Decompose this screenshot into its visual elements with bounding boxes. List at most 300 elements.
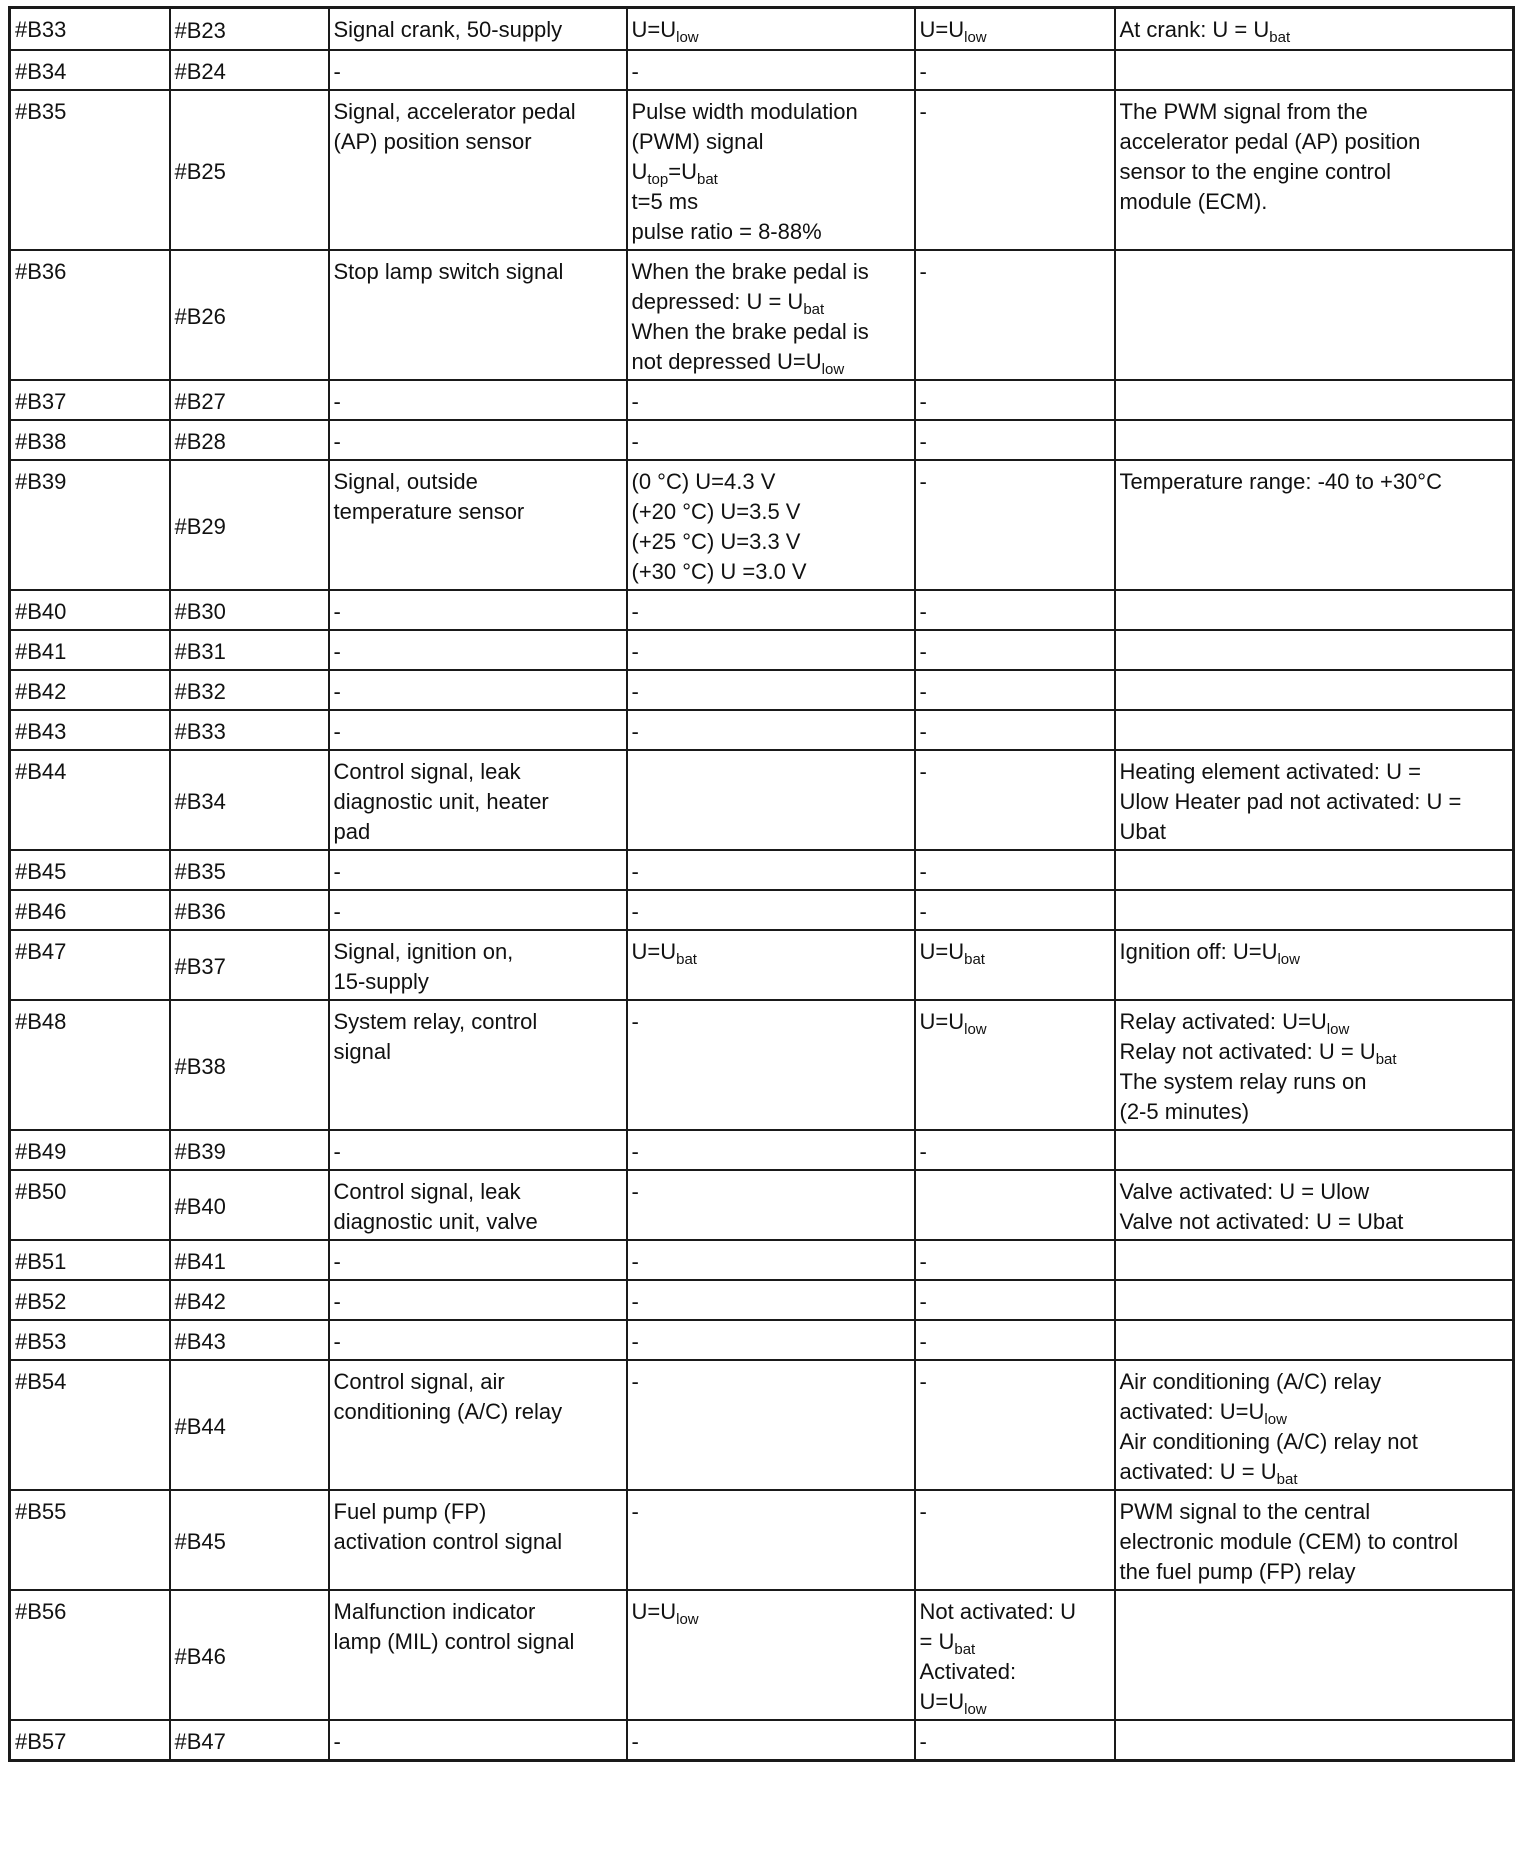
- subscript: low: [676, 1610, 699, 1628]
- cell-line: -: [919, 898, 927, 924]
- pin-cell: #B49: [10, 1130, 170, 1170]
- subscript: bat: [1276, 1470, 1298, 1488]
- value-cell-2: [915, 380, 1115, 420]
- value-cell-1: [627, 850, 915, 890]
- value-cell-1: [627, 1360, 915, 1490]
- comment-cell: [1115, 850, 1514, 890]
- text-segment: Ignition off: U=U: [1119, 938, 1278, 964]
- cell-line: temperature sensor: [333, 498, 525, 524]
- cell-line: (AP) position sensor: [333, 128, 532, 154]
- cell-line: [1120, 1007, 1507, 1037]
- cell-line: -: [333, 678, 341, 704]
- value-cell-2: [915, 1320, 1115, 1360]
- cell-line: -: [631, 1498, 639, 1524]
- cell-line: [920, 15, 1108, 45]
- cell-line: -: [919, 1138, 927, 1164]
- comment-cell: [1115, 1130, 1514, 1170]
- value-cell-1: [627, 420, 915, 460]
- table-row: [10, 670, 1514, 710]
- pin-cell: #B51: [10, 1240, 170, 1280]
- alt-pin-cell: #B33: [170, 710, 329, 750]
- alt-pin-cell: #B36: [170, 890, 329, 930]
- description-cell: [329, 1490, 627, 1590]
- pin-cell: #B39: [10, 460, 170, 590]
- table-row: [10, 1360, 1514, 1490]
- cell-line: -: [333, 1138, 341, 1164]
- pin-cell: #B43: [10, 710, 170, 750]
- text-segment: activated: U = U: [1119, 1458, 1277, 1484]
- pin-cell: #B57: [10, 1720, 170, 1761]
- cell-line: -: [333, 428, 341, 454]
- value-cell-2: [915, 1240, 1115, 1280]
- table-row: [10, 50, 1514, 90]
- cell-line: (+25 °C) U=3.3 V: [631, 528, 801, 554]
- cell-line: [1120, 1457, 1507, 1487]
- value-cell-2: [915, 8, 1115, 50]
- cell-line: Control signal, leak: [333, 758, 521, 784]
- comment-cell: [1115, 1320, 1514, 1360]
- description-cell: [329, 1000, 627, 1130]
- subscript: low: [676, 29, 699, 46]
- alt-pin-cell: #B44: [170, 1360, 329, 1490]
- alt-pin-cell: #B27: [170, 380, 329, 420]
- value-cell-2: [915, 850, 1115, 890]
- description-cell: [329, 1720, 627, 1761]
- value-cell-1: [627, 590, 915, 630]
- value-cell-2: [915, 750, 1115, 850]
- value-cell-2: [915, 590, 1115, 630]
- text-segment: U=U: [919, 1688, 965, 1714]
- value-cell-2: [915, 1280, 1115, 1320]
- cell-line: Air conditioning (A/C) relay: [1119, 1368, 1382, 1394]
- alt-pin-cell: #B24: [170, 50, 329, 90]
- table-row: [10, 460, 1514, 590]
- table-row: [10, 710, 1514, 750]
- description-cell: [329, 1240, 627, 1280]
- pin-cell: #B46: [10, 890, 170, 930]
- text-segment: U=U: [631, 938, 677, 964]
- description-cell: [329, 460, 627, 590]
- pin-cell: #B52: [10, 1280, 170, 1320]
- cell-line: Pulse width modulation: [631, 98, 858, 124]
- cell-line: -: [333, 898, 341, 924]
- value-cell-2: [915, 90, 1115, 250]
- alt-pin-cell: #B34: [170, 750, 329, 850]
- cell-line: -: [631, 1288, 639, 1314]
- value-cell-1: [627, 1320, 915, 1360]
- cell-line: electronic module (CEM) to control: [1119, 1528, 1459, 1554]
- cell-line: [920, 1007, 1108, 1037]
- subscript: top: [647, 170, 669, 188]
- value-cell-1: [627, 1590, 915, 1720]
- alt-pin-cell: #B35: [170, 850, 329, 890]
- text-segment: depressed: U = U: [631, 288, 804, 314]
- cell-line: Malfunction indicator: [333, 1598, 536, 1624]
- value-cell-1: [627, 250, 915, 380]
- table-row: [10, 250, 1514, 380]
- table-row: [10, 890, 1514, 930]
- description-cell: [329, 1170, 627, 1240]
- alt-pin-cell: #B47: [170, 1720, 329, 1761]
- cell-line: -: [631, 58, 639, 84]
- description-cell: [329, 710, 627, 750]
- value-cell-2: [915, 1000, 1115, 1130]
- cell-line: -: [333, 598, 341, 624]
- table-row: [10, 850, 1514, 890]
- table-row: [10, 930, 1514, 1000]
- subscript: low: [964, 29, 987, 46]
- comment-cell: [1115, 8, 1514, 50]
- pin-cell: #B54: [10, 1360, 170, 1490]
- cell-line: -: [919, 58, 927, 84]
- subscript: bat: [697, 170, 718, 188]
- cell-line: -: [631, 1248, 639, 1274]
- pin-cell: #B36: [10, 250, 170, 380]
- cell-line: [632, 15, 908, 45]
- text-segment: U=U: [919, 17, 965, 42]
- cell-line: PWM signal to the central: [1119, 1498, 1371, 1524]
- value-cell-1: [627, 1130, 915, 1170]
- cell-line: module (ECM).: [1119, 188, 1268, 214]
- cell-line: (0 °C) U=4.3 V: [631, 468, 776, 494]
- alt-pin-cell: #B23: [170, 8, 329, 50]
- cell-line: -: [333, 638, 341, 664]
- text-segment: Relay not activated: U = U: [1119, 1038, 1376, 1064]
- cell-line: signal: [333, 1038, 391, 1064]
- comment-cell: [1115, 380, 1514, 420]
- description-cell: [329, 670, 627, 710]
- alt-pin-cell: #B38: [170, 1000, 329, 1130]
- cell-line: -: [333, 1728, 341, 1754]
- cell-line: pulse ratio = 8-88%: [631, 218, 822, 244]
- text-segment: =U: [668, 158, 697, 184]
- cell-line: sensor to the engine control: [1119, 158, 1392, 184]
- subscript: low: [964, 1020, 987, 1038]
- cell-line: diagnostic unit, heater: [333, 788, 549, 814]
- cell-line: [1120, 1397, 1507, 1427]
- comment-cell: [1115, 90, 1514, 250]
- cell-line: -: [919, 1288, 927, 1314]
- cell-line: -: [631, 388, 639, 414]
- text-segment: activated: U=U: [1119, 1398, 1265, 1424]
- description-cell: [329, 250, 627, 380]
- cell-line: -: [631, 1008, 639, 1034]
- pin-cell: #B34: [10, 50, 170, 90]
- comment-cell: [1115, 930, 1514, 1000]
- description-cell: [329, 850, 627, 890]
- cell-line: Control signal, leak: [333, 1178, 521, 1204]
- table-row: [10, 1240, 1514, 1280]
- table-body: [10, 8, 1514, 1761]
- cell-line: Signal, outside: [333, 468, 478, 494]
- pin-cell: #B38: [10, 420, 170, 460]
- comment-cell: [1115, 630, 1514, 670]
- value-cell-1: [627, 670, 915, 710]
- cell-line: -: [631, 858, 639, 884]
- value-cell-1: [627, 1170, 915, 1240]
- subscript: bat: [676, 950, 697, 968]
- cell-line: When the brake pedal is: [631, 318, 869, 344]
- cell-line: -: [919, 388, 927, 414]
- cell-line: -: [919, 468, 927, 494]
- pin-cell: #B40: [10, 590, 170, 630]
- value-cell-1: [627, 710, 915, 750]
- comment-cell: [1115, 50, 1514, 90]
- cell-line: Valve not activated: U = Ubat: [1119, 1208, 1404, 1234]
- alt-pin-cell: #B26: [170, 250, 329, 380]
- cell-line: Activated:: [919, 1658, 1017, 1684]
- cell-line: [920, 1687, 1108, 1717]
- subscript: low: [1326, 1020, 1350, 1038]
- subscript: low: [964, 1700, 987, 1718]
- cell-line: Control signal, air: [333, 1368, 505, 1394]
- alt-pin-cell: #B28: [170, 420, 329, 460]
- comment-cell: [1115, 1720, 1514, 1761]
- cell-line: -: [919, 638, 927, 664]
- comment-cell: [1115, 670, 1514, 710]
- table-row: [10, 380, 1514, 420]
- cell-line: -: [919, 428, 927, 454]
- pin-cell: #B50: [10, 1170, 170, 1240]
- comment-cell: [1115, 1280, 1514, 1320]
- subscript: bat: [964, 950, 985, 968]
- pin-cell: #B55: [10, 1490, 170, 1590]
- subscript: low: [821, 360, 845, 378]
- cell-line: Ulow Heater pad not activated: U =: [1119, 788, 1462, 814]
- table-row: [10, 420, 1514, 460]
- cell-line: The PWM signal from the: [1119, 98, 1368, 124]
- description-cell: [329, 750, 627, 850]
- value-cell-2: [915, 250, 1115, 380]
- cell-line: (+20 °C) U=3.5 V: [631, 498, 801, 524]
- value-cell-1: [627, 890, 915, 930]
- table-row: [10, 1720, 1514, 1761]
- cell-line: The system relay runs on: [1119, 1068, 1367, 1094]
- table-row: [10, 590, 1514, 630]
- alt-pin-cell: #B43: [170, 1320, 329, 1360]
- pin-cell: #B53: [10, 1320, 170, 1360]
- subscript: bat: [1375, 1050, 1397, 1068]
- pin-cell: #B42: [10, 670, 170, 710]
- cell-line: -: [919, 1728, 927, 1754]
- pin-table: [8, 6, 1515, 1762]
- cell-line: Air conditioning (A/C) relay not: [1119, 1428, 1418, 1454]
- cell-line: -: [631, 638, 639, 664]
- pin-cell: #B44: [10, 750, 170, 850]
- cell-line: -: [919, 598, 927, 624]
- cell-line: -: [919, 98, 927, 124]
- cell-line: -: [631, 1138, 639, 1164]
- cell-line: -: [333, 858, 341, 884]
- cell-line: -: [333, 1328, 341, 1354]
- cell-line: Signal, accelerator pedal: [333, 98, 576, 124]
- comment-cell: [1115, 590, 1514, 630]
- cell-line: pad: [333, 818, 371, 844]
- value-cell-2: [915, 50, 1115, 90]
- description-cell: [329, 590, 627, 630]
- value-cell-1: [627, 1720, 915, 1761]
- cell-line: -: [631, 1368, 639, 1394]
- alt-pin-cell: #B45: [170, 1490, 329, 1590]
- value-cell-2: [915, 1720, 1115, 1761]
- value-cell-1: [627, 8, 915, 50]
- text-segment: U=U: [631, 1598, 677, 1624]
- description-cell: [329, 630, 627, 670]
- description-cell: [329, 90, 627, 250]
- cell-line: 15-supply: [333, 968, 429, 994]
- value-cell-2: [915, 460, 1115, 590]
- cell-line: [1120, 937, 1507, 967]
- description-cell: [329, 930, 627, 1000]
- value-cell-1: [627, 1490, 915, 1590]
- cell-line: Valve activated: U = Ulow: [1119, 1178, 1370, 1204]
- cell-line: -: [631, 1728, 639, 1754]
- alt-pin-cell: #B46: [170, 1590, 329, 1720]
- description-cell: [329, 1130, 627, 1170]
- value-cell-2: [915, 890, 1115, 930]
- table-row: [10, 8, 1514, 50]
- pin-cell: #B41: [10, 630, 170, 670]
- cell-line: [1120, 1037, 1507, 1067]
- alt-pin-cell: #B32: [170, 670, 329, 710]
- pin-cell: #B47: [10, 930, 170, 1000]
- pin-cell: #B35: [10, 90, 170, 250]
- subscript: bat: [954, 1640, 976, 1658]
- cell-line: accelerator pedal (AP) position: [1119, 128, 1421, 154]
- value-cell-1: [627, 1240, 915, 1280]
- cell-line: -: [333, 58, 341, 84]
- cell-line: [632, 1597, 908, 1627]
- description-cell: [329, 380, 627, 420]
- comment-cell: [1115, 420, 1514, 460]
- text-segment: U=U: [919, 938, 965, 964]
- comment-cell: [1115, 710, 1514, 750]
- cell-line: Signal crank, 50-supply: [333, 17, 563, 42]
- comment-cell: [1115, 250, 1514, 380]
- comment-cell: [1115, 1590, 1514, 1720]
- cell-line: [632, 937, 908, 967]
- value-cell-1: [627, 630, 915, 670]
- cell-line: -: [333, 1288, 341, 1314]
- cell-line: t=5 ms: [631, 188, 699, 214]
- table-row: [10, 1490, 1514, 1590]
- alt-pin-cell: #B37: [170, 930, 329, 1000]
- comment-cell: [1115, 750, 1514, 850]
- cell-line: -: [333, 388, 341, 414]
- description-cell: [329, 50, 627, 90]
- alt-pin-cell: #B39: [170, 1130, 329, 1170]
- value-cell-1: [627, 90, 915, 250]
- value-cell-1: [627, 460, 915, 590]
- value-cell-1: [627, 1280, 915, 1320]
- text-segment: U=U: [631, 17, 677, 42]
- cell-line: the fuel pump (FP) relay: [1119, 1558, 1356, 1584]
- cell-line: [632, 347, 908, 377]
- value-cell-1: [627, 930, 915, 1000]
- value-cell-2: [915, 1170, 1115, 1240]
- table-row: [10, 1000, 1514, 1130]
- subscript: bat: [1269, 29, 1291, 46]
- alt-pin-cell: #B25: [170, 90, 329, 250]
- alt-pin-cell: #B41: [170, 1240, 329, 1280]
- table-row: [10, 1280, 1514, 1320]
- cell-line: -: [919, 758, 927, 784]
- cell-line: Temperature range: -40 to +30°C: [1119, 468, 1442, 494]
- text-segment: Relay activated: U=U: [1119, 1008, 1327, 1034]
- table-row: [10, 90, 1514, 250]
- description-cell: [329, 8, 627, 50]
- comment-cell: [1115, 1490, 1514, 1590]
- cell-line: (PWM) signal: [631, 128, 764, 154]
- text-segment: At crank: U = U: [1119, 17, 1270, 42]
- pin-cell: #B56: [10, 1590, 170, 1720]
- text-segment: U=U: [919, 1008, 965, 1034]
- description-cell: [329, 1590, 627, 1720]
- comment-cell: [1115, 460, 1514, 590]
- subscript: low: [1277, 950, 1300, 968]
- cell-line: Heating element activated: U =: [1119, 758, 1421, 784]
- value-cell-2: [915, 670, 1115, 710]
- cell-line: Fuel pump (FP): [333, 1498, 487, 1524]
- description-cell: [329, 1360, 627, 1490]
- description-cell: [329, 420, 627, 460]
- cell-line: -: [919, 1248, 927, 1274]
- table-row: [10, 1590, 1514, 1720]
- cell-line: [1120, 15, 1507, 45]
- cell-line: System relay, control: [333, 1008, 538, 1034]
- pin-cell: #B48: [10, 1000, 170, 1130]
- alt-pin-cell: #B29: [170, 460, 329, 590]
- cell-line: [920, 937, 1108, 967]
- value-cell-2: [915, 630, 1115, 670]
- cell-line: [920, 1627, 1108, 1657]
- description-cell: [329, 1320, 627, 1360]
- text-segment: U: [631, 158, 648, 184]
- value-cell-2: [915, 1360, 1115, 1490]
- cell-line: diagnostic unit, valve: [333, 1208, 538, 1234]
- table-row: [10, 1170, 1514, 1240]
- value-cell-1: [627, 380, 915, 420]
- table-row: [10, 750, 1514, 850]
- subscript: low: [1264, 1410, 1287, 1428]
- cell-line: -: [919, 1368, 927, 1394]
- table-row: [10, 630, 1514, 670]
- comment-cell: [1115, 1170, 1514, 1240]
- pin-cell: #B37: [10, 380, 170, 420]
- cell-line: -: [919, 858, 927, 884]
- comment-cell: [1115, 1360, 1514, 1490]
- cell-line: -: [631, 898, 639, 924]
- comment-cell: [1115, 1240, 1514, 1280]
- text-segment: = U: [919, 1628, 955, 1654]
- table-row: [10, 1130, 1514, 1170]
- cell-line: -: [919, 1498, 927, 1524]
- value-cell-2: [915, 1490, 1115, 1590]
- cell-line: -: [919, 1328, 927, 1354]
- comment-cell: [1115, 1000, 1514, 1130]
- pin-cell: #B33: [10, 8, 170, 50]
- cell-line: [632, 287, 908, 317]
- cell-line: activation control signal: [333, 1528, 563, 1554]
- value-cell-2: [915, 1130, 1115, 1170]
- cell-line: -: [631, 1178, 639, 1204]
- cell-line: Ubat: [1119, 818, 1166, 844]
- comment-cell: [1115, 890, 1514, 930]
- cell-line: conditioning (A/C) relay: [333, 1398, 563, 1424]
- cell-line: [632, 157, 908, 187]
- cell-line: (+30 °C) U =3.0 V: [631, 558, 807, 584]
- text-segment: not depressed U=U: [631, 348, 822, 374]
